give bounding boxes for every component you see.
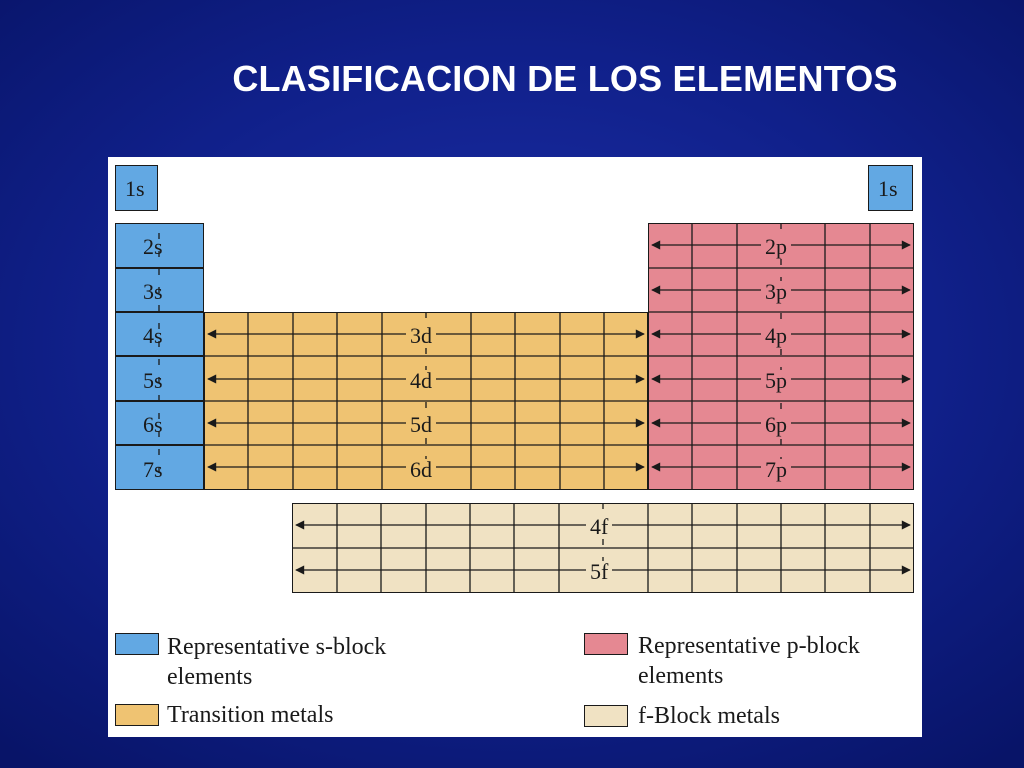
d-orbital-label: 6d [406, 459, 436, 481]
s-orbital-label: 6s [143, 412, 163, 437]
slide-title: CLASIFICACION DE LOS ELEMENTOS [232, 58, 898, 99]
legend-label-s-block-line2: elements [167, 664, 253, 690]
p-orbital-label: 6p [761, 414, 791, 436]
orbital-label: 1s [125, 176, 145, 201]
p-orbital-label: 4p [761, 325, 791, 347]
orbital-label: 1s [878, 176, 898, 201]
s-orbital-label: 4s [143, 323, 163, 348]
d-orbital-label: 3d [406, 325, 436, 347]
s-orbital-label: 5s [143, 368, 163, 393]
p-orbital-label: 7p [761, 459, 791, 481]
f-orbital-label: 5f [586, 561, 612, 583]
p-orbital-label: 5p [761, 370, 791, 392]
d-orbital-label: 5d [406, 414, 436, 436]
s-orbital-label: 2s [143, 234, 163, 259]
legend-label-transition: Transition metals [167, 702, 334, 728]
legend-label-p-block: Representative p-block [638, 633, 860, 659]
legend-label-p-block-line2: elements [638, 663, 724, 689]
p-orbital-label: 3p [761, 281, 791, 303]
s-orbital-label: 7s [143, 457, 163, 482]
legend-label-f-block: f-Block metals [638, 703, 780, 729]
periodic-table-panel [108, 157, 922, 737]
legend-swatch-f-block [584, 705, 628, 727]
legend-swatch-s-block [115, 633, 159, 655]
legend-label-s-block: Representative s-block [167, 634, 387, 660]
legend-swatch-transition [115, 704, 159, 726]
legend-swatch-p-block [584, 633, 628, 655]
p-orbital-label: 2p [761, 236, 791, 258]
d-orbital-label: 4d [406, 370, 436, 392]
s-orbital-label: 3s [143, 279, 163, 304]
f-orbital-label: 4f [586, 516, 612, 538]
